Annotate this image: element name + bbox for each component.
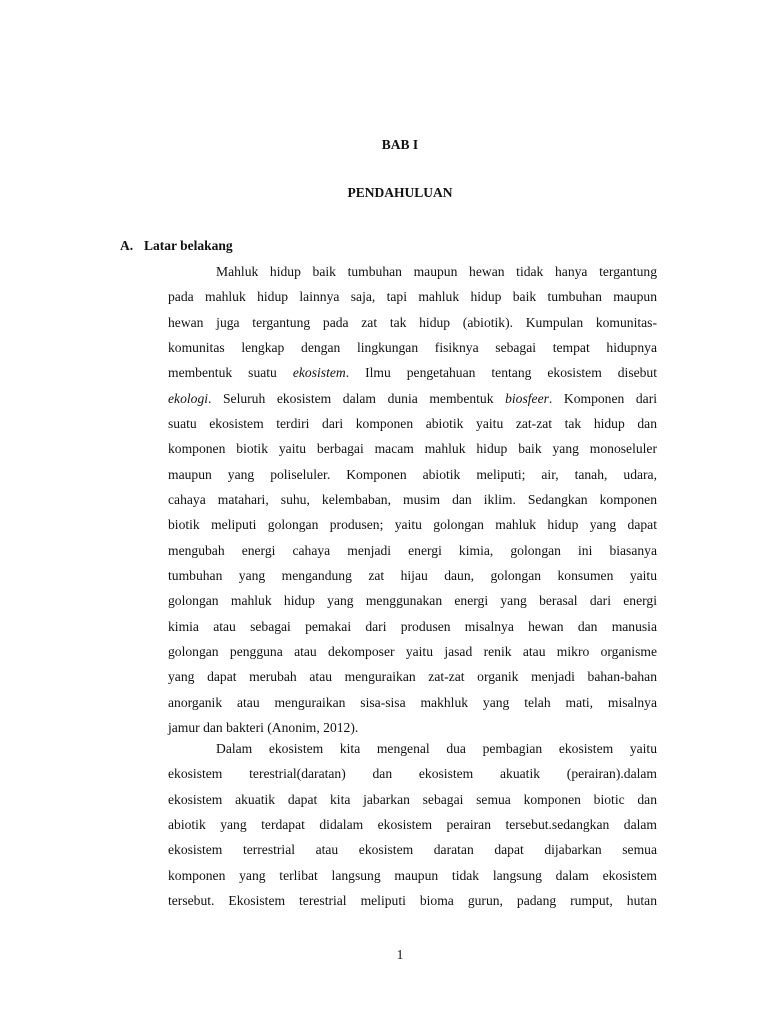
paragraph1-line: komponen biotik yaitu berbagai macam mahluk hidup baik yang monoseluler (168, 441, 657, 457)
paragraph1-line: komunitas lengkap dengan lingkungan fisiknya sebagai tempat hidupnya (168, 339, 657, 355)
italic-term: ekologi (168, 390, 209, 406)
chapter-title: PENDAHULUAN (347, 185, 453, 200)
chapter-number: BAB I (381, 137, 419, 152)
paragraph1-line: biotik meliputi golongan produsen; yaitu golongan mahluk hidup yang dapat (168, 517, 657, 533)
paragraph1-line: yang dapat merubah atau menguraikan zat-zat organik menjadi bahan-bahan (168, 669, 657, 685)
paragraph1-line: kimia atau sebagai pemakai dari produsen misalnya hewan dan manusia (168, 618, 657, 634)
paragraph1-line (168, 391, 657, 407)
paragraph1-line: hewan juga tergantung pada zat tak hidup (abiotik). Kumpulan komunitas- (168, 314, 657, 330)
text-segment: . Komponen dari (548, 390, 657, 406)
paragraph2-line: abiotik yang terdapat didalam ekosistem perairan tersebut.sedangkan dalam (168, 816, 657, 832)
paragraph2-line: komponen yang terlibat langsung maupun tidak langsung dalam ekosistem (168, 867, 657, 883)
text-segment: membentuk suatu (168, 365, 293, 381)
paragraph1-line: maupun yang poliseluler. Komponen abiotik meliputi; air, tanah, udara, (168, 466, 657, 482)
paragraph1-line: cahaya matahari, suhu, kelembaban, musim dan iklim. Sedangkan komponen (168, 491, 657, 507)
paragraph1-line: Mahluk hidup baik tumbuhan maupun hewan tidak hanya tergantung (216, 264, 657, 279)
section-title: Latar belakang (144, 238, 233, 253)
paragraph1-line (168, 365, 657, 381)
paragraph1-line: mengubah energi cahaya menjadi energi kimia, golongan ini biasanya (168, 542, 657, 558)
paragraph2-line: tersebut. Ekosistem terestrial meliputi bioma gurun, padang rumput, hutan (168, 892, 657, 908)
paragraph2-line: Dalam ekosistem kita mengenal dua pembagian ekosistem yaitu (216, 741, 657, 756)
italic-term: ekosistem (292, 365, 346, 381)
paragraph2-line: ekosistem terestrial(daratan) dan ekosistem akuatik (perairan).dalam (168, 766, 657, 782)
text-segment: . Ilmu pengetahuan tentang ekosistem disebut (345, 365, 658, 381)
section-marker: A. (120, 238, 134, 253)
page-number: 1 (396, 947, 404, 962)
paragraph1-line: jamur dan bakteri (Anonim, 2012). (168, 719, 359, 735)
paragraph1-line: tumbuhan yang mengandung zat hijau daun, golongan konsumen yaitu (168, 567, 657, 583)
section-heading (120, 238, 233, 254)
paragraph1-line: golongan mahluk hidup yang menggunakan energi yang berasal dari energi (168, 593, 657, 609)
text-segment: . Seluruh ekosistem dalam dunia membentuk (208, 390, 506, 406)
paragraph1-line: suatu ekosistem terdiri dari komponen abiotik yaitu zat-zat tak hidup dan (168, 415, 657, 431)
paragraph1-line: golongan pengguna atau dekomposer yaitu jasad renik atau mikro organisme (168, 643, 657, 659)
paragraph1-line: pada mahluk hidup lainnya saja, tapi mahluk hidup baik tumbuhan maupun (168, 289, 657, 305)
paragraph2-line: ekosistem akuatik dapat kita jabarkan sebagai semua komponen biotic dan (168, 791, 657, 807)
paragraph1-line: anorganik atau menguraikan sisa-sisa makhluk yang telah mati, misalnya (168, 694, 657, 710)
italic-term: biosfeer (505, 390, 549, 406)
paragraph2-line: ekosistem terrestrial atau ekosistem daratan dapat dijabarkan semua (168, 842, 657, 858)
